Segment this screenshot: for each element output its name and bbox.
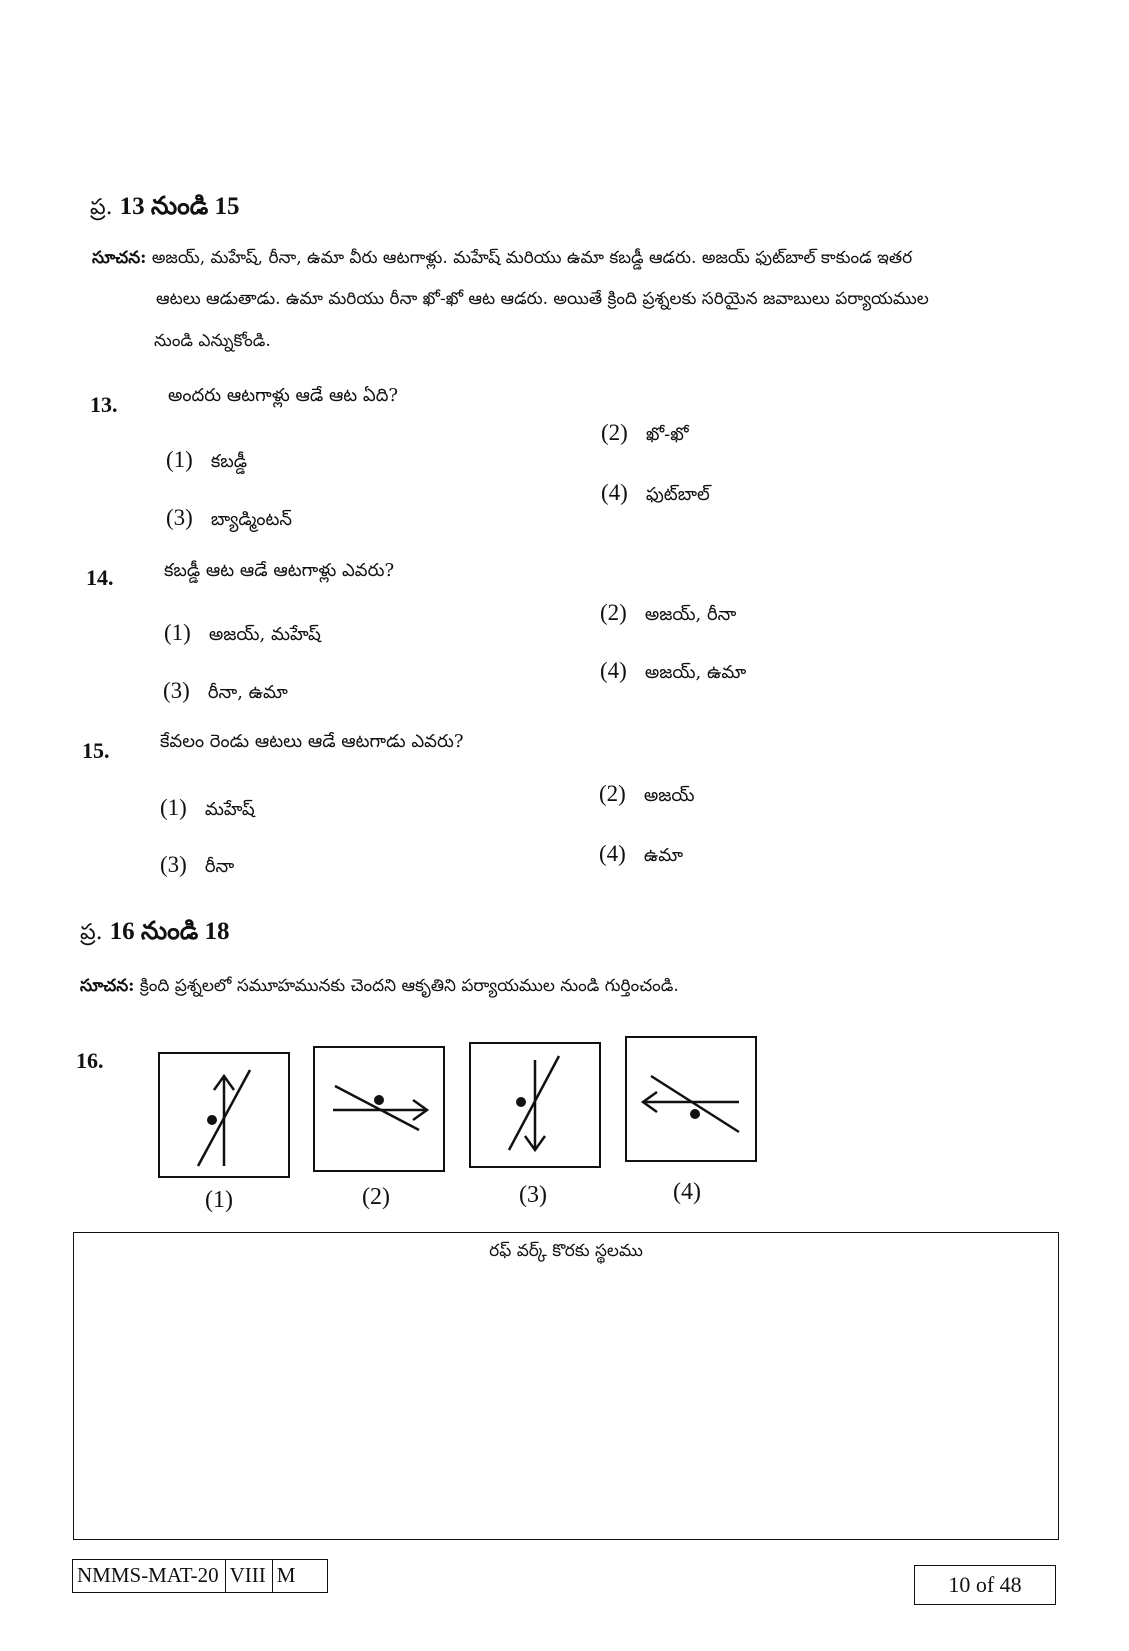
option-text: రీనా <box>204 856 235 877</box>
section2-note <box>80 976 679 996</box>
option-text: ఉమా <box>643 845 684 866</box>
footer-medium: M <box>276 1563 296 1587</box>
section2-note-text: క్రింది ప్రశ్నలలో సమూహమునకు చెందని ఆకృతిని పర్యాయముల నుండి గుర్తించండి. <box>139 976 679 996</box>
figure-3[interactable] <box>469 1042 601 1168</box>
question-14-text: కబడ్డీ ఆట ఆడే ఆటగాళ్లు ఎవరు? <box>164 560 395 581</box>
figure-2[interactable] <box>313 1046 445 1172</box>
option-text: అజయ్ <box>643 785 695 806</box>
section1-heading-range: 13 నుండి 15 <box>119 193 240 220</box>
section1-note-line2: ఆటలు ఆడుతాడు. ఉమా మరియు రీనా ఖో-ఖో ఆట ఆడరు. అయితే క్రింది ప్రశ్నలకు సరియైన జవాబులు పర్యాయముల <box>156 289 929 309</box>
figure-4[interactable] <box>625 1036 757 1162</box>
section2-note-label: సూచన: <box>80 976 135 996</box>
figure-1-label: (1) <box>205 1187 233 1213</box>
option-number: (3) <box>163 678 190 703</box>
option-number: (1) <box>160 795 187 820</box>
figure-3-drawing <box>471 1044 599 1166</box>
option-number: (1) <box>166 447 193 472</box>
option-number: (2) <box>601 420 628 445</box>
footer-code-box <box>72 1559 328 1593</box>
rough-work-title: రఫ్ వర్క్ కొరకు స్థలము <box>489 1241 643 1261</box>
option-text: కబడ్డీ <box>210 451 248 472</box>
option-text: అజయ్, ఉమా <box>644 662 747 683</box>
option-number: (4) <box>599 841 626 866</box>
question-15-option-3[interactable] <box>160 852 234 881</box>
footer-code: NMMS-MAT-20 <box>73 1560 226 1592</box>
question-13-text: అందరు ఆటగాళ్లు ఆడే ఆట ఏది? <box>168 385 399 406</box>
option-text: ఖో-ఖో <box>645 424 689 445</box>
option-text: అజయ్, మహేష్ <box>208 624 321 645</box>
figure-4-label: (4) <box>673 1179 701 1205</box>
section2-heading-range: 16 నుండి 18 <box>109 918 230 945</box>
option-text: ఫుట్‌బాల్ <box>645 484 710 505</box>
option-number: (3) <box>166 505 193 530</box>
option-number: (4) <box>601 480 628 505</box>
section1-note-line1: అజయ్, మహేష్, రీనా, ఉమా వీరు ఆటగాళ్లు. మహేష్ మరియు ఉమా కబడ్డీ ఆడరు. అజయ్ ఫుట్‌బాల్ కాకుండ ఇతర <box>151 248 913 268</box>
rough-work-box <box>73 1232 1059 1540</box>
section2-heading-prefix: ప్ర. <box>80 920 103 945</box>
option-number: (1) <box>164 620 191 645</box>
question-13-number: 13. <box>90 392 118 417</box>
question-14-option-4[interactable] <box>600 658 746 687</box>
section1-note-label: సూచన: <box>92 248 147 268</box>
question-14-option-2[interactable] <box>600 600 736 629</box>
question-13-option-1[interactable] <box>166 447 247 476</box>
question-16-number: 16. <box>76 1048 104 1073</box>
question-13-option-3[interactable] <box>166 505 292 534</box>
option-text: మహేష్ <box>204 799 255 820</box>
section1-note <box>92 248 1092 268</box>
figure-4-drawing <box>627 1038 755 1160</box>
question-15-number: 15. <box>82 738 110 763</box>
question-14-option-1[interactable] <box>164 620 321 649</box>
question-15-option-2[interactable] <box>599 781 695 810</box>
option-text: బ్యాడ్మింటన్ <box>210 509 293 530</box>
figure-1[interactable] <box>158 1052 290 1178</box>
figure-3-label: (3) <box>519 1182 547 1208</box>
option-number: (2) <box>600 600 627 625</box>
section1-note-line3: నుండి ఎన్నుకోండి. <box>154 331 271 351</box>
figure-2-label: (2) <box>362 1184 390 1210</box>
question-15-option-1[interactable] <box>160 795 255 824</box>
option-text: రీనా, ఉమా <box>207 682 288 703</box>
option-number: (3) <box>160 852 187 877</box>
footer-class: VIII <box>226 1560 273 1592</box>
question-13-option-4[interactable] <box>601 480 710 509</box>
question-15-text: కేవలం రెండు ఆటలు ఆడే ఆటగాడు ఎవరు? <box>160 731 464 752</box>
section1-heading <box>90 193 240 227</box>
option-number: (2) <box>599 781 626 806</box>
figure-2-drawing <box>315 1048 443 1170</box>
section2-heading <box>80 918 230 952</box>
section1-heading-prefix: ప్ర. <box>90 195 113 220</box>
option-number: (4) <box>600 658 627 683</box>
question-14-option-3[interactable] <box>163 678 288 707</box>
figure-1-drawing <box>160 1054 288 1176</box>
page-number: 10 of 48 <box>914 1565 1056 1605</box>
question-15-option-4[interactable] <box>599 841 683 870</box>
question-14-number: 14. <box>86 565 114 590</box>
option-text: అజయ్, రీనా <box>644 604 737 625</box>
question-13-option-2[interactable] <box>601 420 689 449</box>
